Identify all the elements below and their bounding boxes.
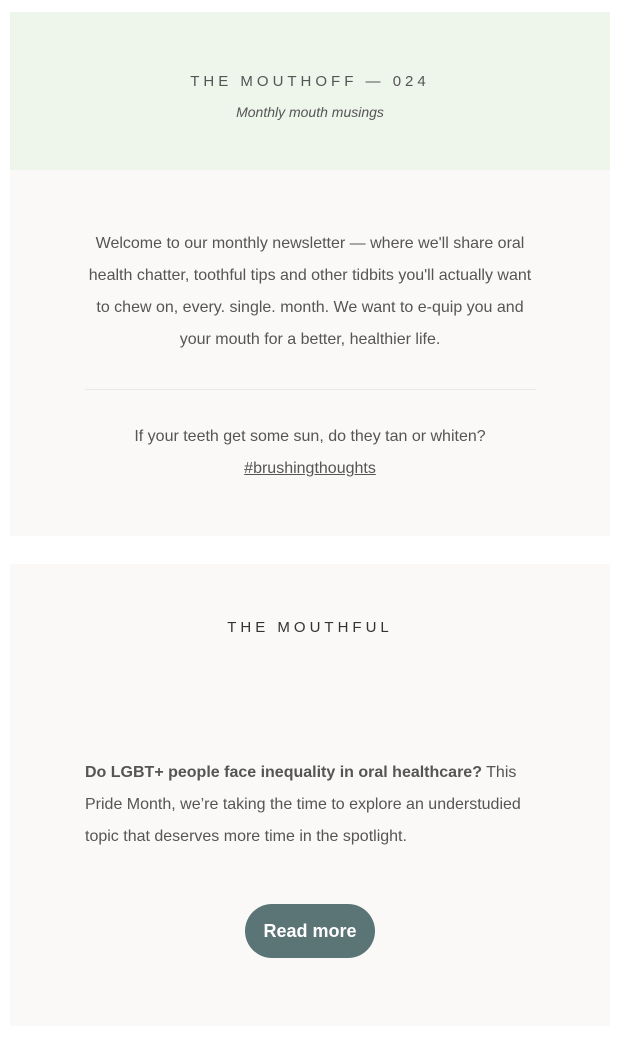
article-summary xyxy=(85,757,545,853)
section-title: THE MOUTHFUL xyxy=(227,619,393,636)
hashtag-link[interactable]: #brushingthoughts xyxy=(244,460,376,477)
newsletter-header xyxy=(10,12,610,170)
read-more-button[interactable]: Read more xyxy=(245,904,375,958)
intro-paragraph: Welcome to our monthly newsletter — where we'll share oral health chatter, toothful tips and other tidbits you'll actually want to chew on, every. single. month. We want to e-quip you and your mouth for a better, healthier life. xyxy=(88,235,532,348)
intro-section xyxy=(10,170,610,536)
issue-title: THE MOUTHOFF — 024 xyxy=(190,73,430,90)
article-headline: Do LGBT+ people face inequality in oral healthcare? xyxy=(85,764,482,781)
joke-paragraph xyxy=(85,421,535,485)
mouthful-section xyxy=(10,564,610,1026)
divider xyxy=(85,389,536,390)
joke-text: If your teeth get some sun, do they tan or whiten? xyxy=(134,428,486,445)
issue-subtitle: Monthly mouth musings xyxy=(236,104,384,120)
article-body: This Pride Month, we’re taking the time to explore an understudied topic that deserves more time in the spotlight. xyxy=(85,764,521,845)
